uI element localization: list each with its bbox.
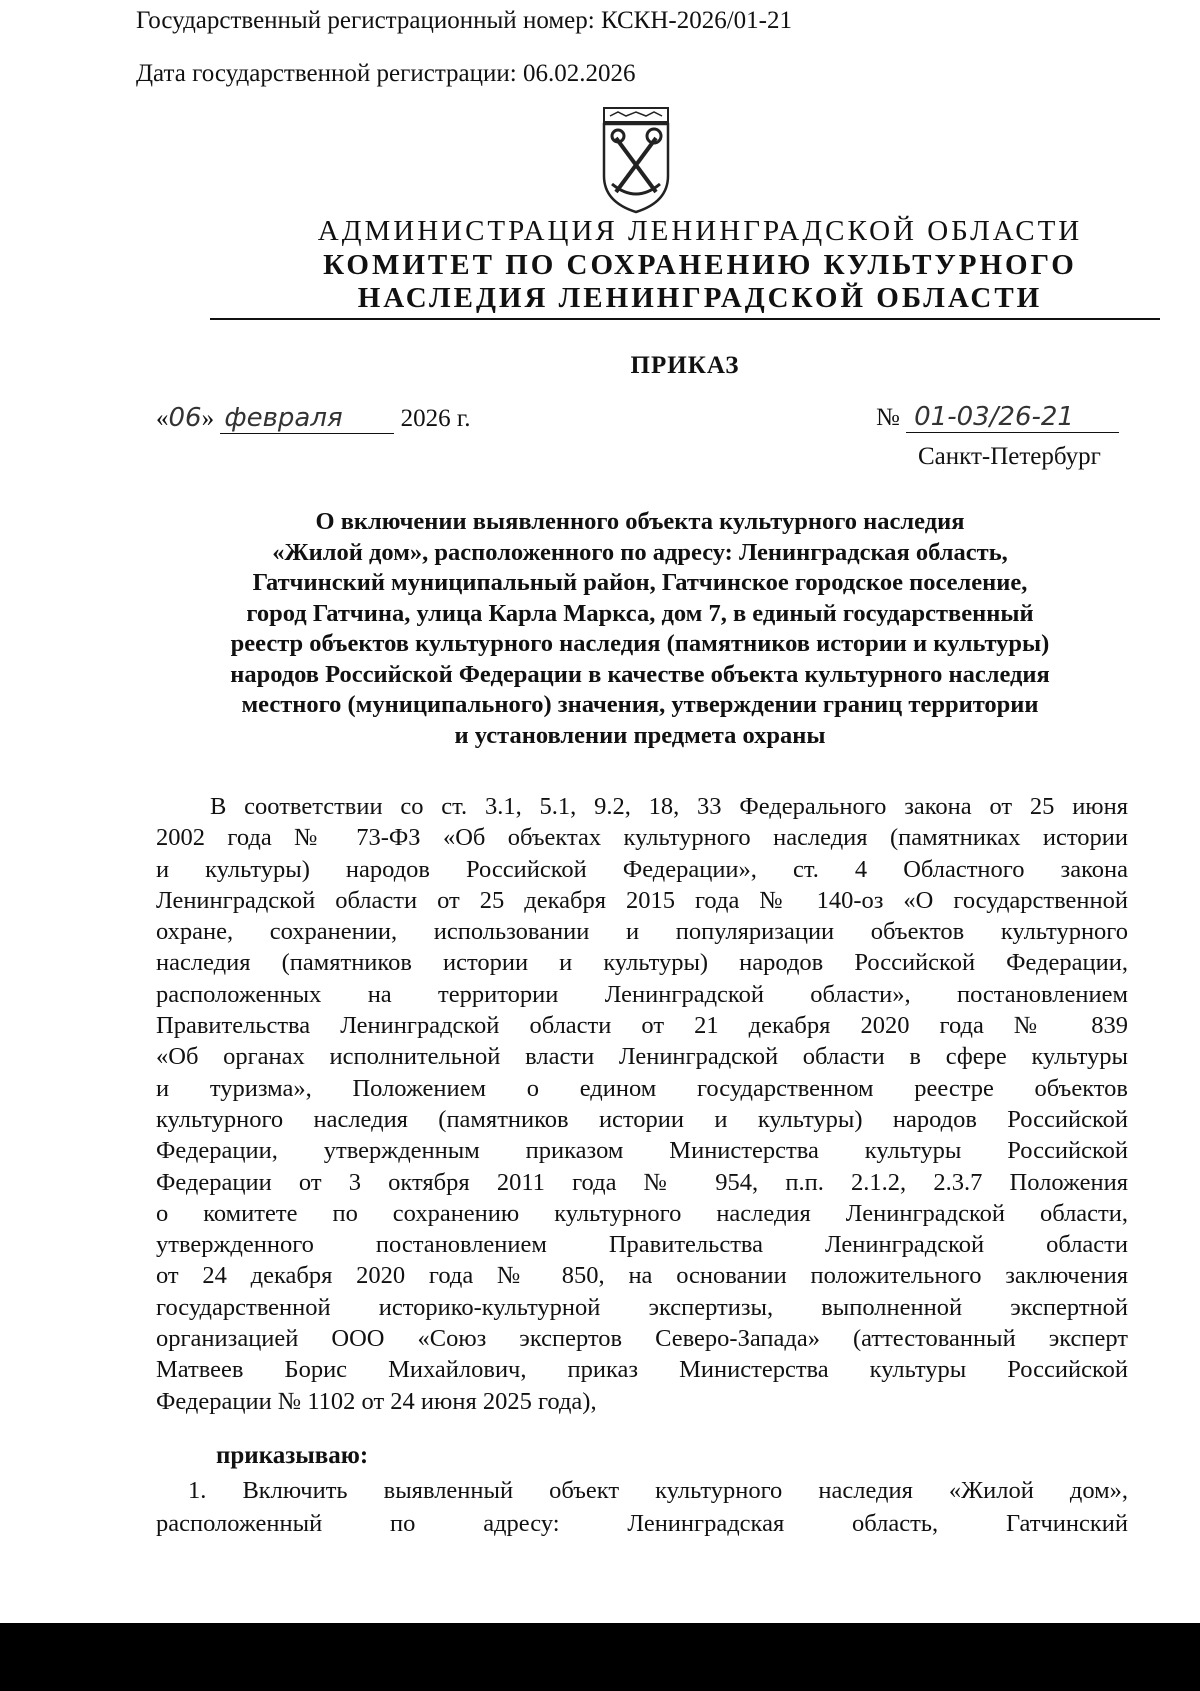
number-sign: № [876, 404, 900, 431]
date-quote-close: » [201, 405, 215, 432]
date-day: 06 [168, 403, 202, 433]
orders-label: приказываю: [216, 1442, 369, 1469]
body-line: охране, сохранении, использовании и популяризации объектов культурного [156, 918, 1128, 946]
item-line: расположенный по адресу: Ленинградская область, Гатчинский [156, 1510, 1128, 1537]
order-title [150, 507, 1130, 751]
date-year: 2026 г. [400, 405, 471, 432]
header-rule [210, 318, 1160, 320]
body-line: и культуры) народов Российской Федерации», ст. 4 Областного закона [156, 855, 1128, 883]
body-line: утвержденного постановлением Правительства Ленинградской области [156, 1231, 1128, 1259]
body-line: наследия (памятников истории и культуры) народов Российской Федерации, [156, 949, 1128, 977]
body-line: Ленинградской области от 25 декабря 2015 года № 140-оз «О государственной [156, 886, 1128, 914]
body-line: от 24 декабря 2020 года № 850, на основании положительного заключения [156, 1262, 1128, 1290]
body-line: государственной историко-культурной экспертизы, выполненной экспертной [156, 1293, 1128, 1321]
coat-of-arms-icon [598, 106, 674, 214]
order-number [876, 402, 1119, 433]
document-type: ПРИКАЗ [630, 352, 740, 379]
date-month: февраля [220, 403, 394, 434]
registration-number: Государственный регистрационный номер: КСКН-2026/01-21 [136, 7, 793, 34]
date-quote-open: « [156, 405, 169, 432]
title-line: Гатчинский муниципальный район, Гатчинское городское поселение, [252, 569, 1028, 596]
scan-border [0, 1623, 1200, 1691]
title-line: и установлении предмета охраны [454, 721, 826, 749]
title-line: город Гатчина, улица Карла Маркса, дом 7, в единый государственный [246, 599, 1034, 627]
title-line: «Жилой дом», расположенного по адресу: Ленинградская область, [272, 538, 1008, 566]
body-line: о комитете по сохранению культурного наследия Ленинградской области, [156, 1199, 1128, 1227]
registration-date: Дата государственной регистрации: 06.02.2026 [136, 60, 636, 87]
order-item-1 [156, 1474, 1128, 1540]
body-line: Федерации, утвержденным приказом Министерства культуры Российской [156, 1137, 1128, 1165]
body-line: организацией ООО «Союз экспертов Северо-Запада» (аттестованный эксперт [156, 1325, 1128, 1353]
committee-title-line1: КОМИТЕТ ПО СОХРАНЕНИЮ КУЛЬТУРНОГО [323, 249, 1077, 281]
body-line: Федерации № 1102 от 24 июня 2025 года), [156, 1387, 597, 1415]
committee-title-line2: НАСЛЕДИЯ ЛЕНИНГРАДСКОЙ ОБЛАСТИ [357, 282, 1043, 314]
number-value: 01-03/26-21 [906, 402, 1119, 433]
body-line: В соответствии со ст. 3.1, 5.1, 9.2, 18, 33 Федерального закона от 25 июня [210, 793, 1128, 820]
body-line: Правительства Ленинградской области от 21 декабря 2020 года № 839 [156, 1012, 1128, 1040]
body-line: Федерации от 3 октября 2011 года № 954, п.п. 2.1.2, 2.3.7 Положения [156, 1168, 1128, 1196]
body-line: Матвеев Борис Михайлович, приказ Министерства культуры Российской [156, 1356, 1128, 1384]
order-date [156, 403, 471, 434]
body-line: и туризма», Положением о едином государственном реестре объектов [156, 1074, 1128, 1102]
administration-title: АДМИНИСТРАЦИЯ ЛЕНИНГРАДСКОЙ ОБЛАСТИ [317, 215, 1083, 247]
title-line: реестр объектов культурного наследия (памятников истории и культуры) [230, 630, 1050, 657]
preamble [156, 791, 1128, 1417]
body-line: 2002 года № 73-ФЗ «Об объектах культурного наследия (памятниках истории [156, 824, 1128, 852]
body-line: расположенных на территории Ленинградской области», постановлением [156, 980, 1128, 1008]
title-line: местного (муниципального) значения, утверждении границ территории [241, 691, 1039, 718]
body-line: культурного наследия (памятников истории и культуры) народов Российской [156, 1105, 1128, 1133]
title-line: народов Российской Федерации в качестве объекта культурного наследия [230, 660, 1050, 688]
body-line: «Об органах исполнительной власти Ленинградской области в сфере культуры [156, 1043, 1128, 1071]
city: Санкт-Петербург [918, 443, 1101, 470]
item-line: 1. Включить выявленный объект культурного наследия «Жилой дом», [188, 1477, 1128, 1504]
title-line: О включении выявленного объекта культурного наследия [315, 508, 965, 535]
